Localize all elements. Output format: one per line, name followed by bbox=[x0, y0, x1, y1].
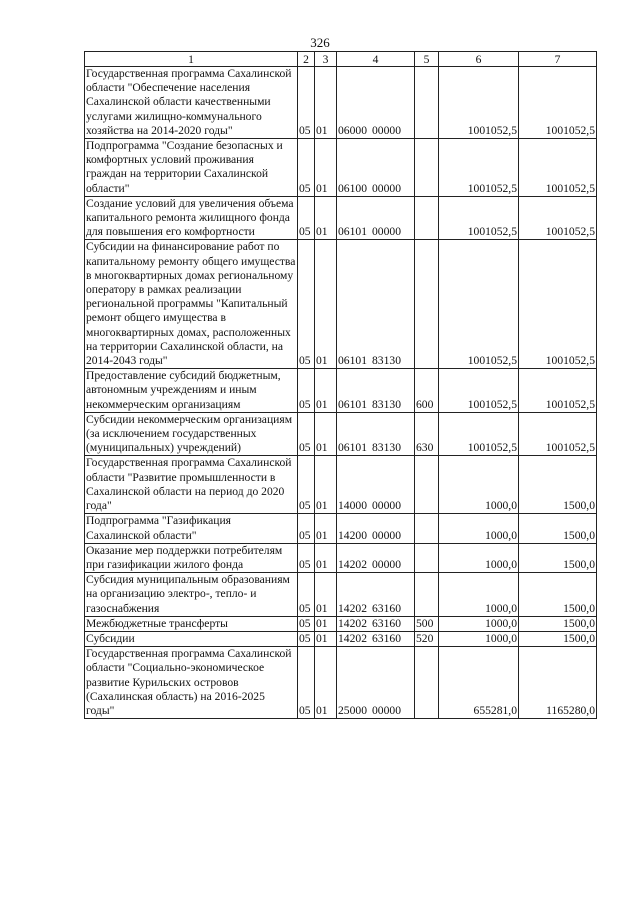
row-name: Субсидия муниципальным образованиям на организацию электро-, тепло- и газоснабжения bbox=[85, 573, 298, 617]
expense-type-code bbox=[415, 139, 439, 197]
expense-type-code: 600 bbox=[415, 369, 439, 413]
page-number: 326 bbox=[310, 35, 330, 50]
table-row bbox=[85, 616, 597, 631]
amount-col-7: 1500,0 bbox=[519, 616, 597, 631]
row-name: Субсидии на финансирование работ по капитальному ремонту общего имущества в многоквартирных домах региональному оператору в рамках реализации региональной программы "Капитальный ремонт общего имущества в многоквартирных домах, расположенных на территории Сахалинской области, на 2014-2043 годы" bbox=[85, 240, 298, 369]
program-code: 06101 bbox=[338, 397, 367, 411]
subsection-code: 01 bbox=[315, 456, 337, 514]
expense-type-code bbox=[415, 240, 439, 369]
header-col-2: 2 bbox=[298, 52, 315, 67]
program-code: 06100 bbox=[338, 181, 367, 195]
row-name: Подпрограмма "Газификация Сахалинской области" bbox=[85, 514, 298, 543]
expense-type-code bbox=[415, 514, 439, 543]
row-name: Предоставление субсидий бюджетным, автономным учреждениям и иным некоммерческим организациям bbox=[85, 369, 298, 413]
program-code: 14000 bbox=[338, 499, 367, 513]
table-row bbox=[85, 139, 597, 197]
expense-type-code bbox=[415, 543, 439, 572]
table-row bbox=[85, 514, 597, 543]
expense-type-code bbox=[415, 647, 439, 719]
header-col-6: 6 bbox=[439, 52, 519, 67]
expense-type-code: 520 bbox=[415, 631, 439, 646]
header-col-1: 1 bbox=[85, 52, 298, 67]
table-row bbox=[85, 412, 597, 456]
amount-col-7: 1001052,5 bbox=[519, 369, 597, 413]
row-name: Государственная программа Сахалинской области "Развитие промышленности в Сахалинской области на период до 2020 года" bbox=[85, 456, 298, 514]
table-row bbox=[85, 631, 597, 646]
direction-code: 83130 bbox=[372, 441, 401, 455]
program-code: 06000 bbox=[338, 123, 367, 137]
row-name: Оказание мер поддержки потребителям при газификации жилого фонда bbox=[85, 543, 298, 572]
target-article-code bbox=[337, 369, 415, 413]
row-name: Субсидии bbox=[85, 631, 298, 646]
direction-code: 83130 bbox=[372, 354, 401, 368]
section-code: 05 bbox=[298, 456, 315, 514]
direction-code: 63160 bbox=[372, 631, 401, 645]
program-code: 06101 bbox=[338, 441, 367, 455]
program-code: 25000 bbox=[338, 703, 367, 717]
target-article-code bbox=[337, 240, 415, 369]
target-article-code bbox=[337, 67, 415, 139]
target-article-code bbox=[337, 616, 415, 631]
target-article-code bbox=[337, 631, 415, 646]
row-name: Государственная программа Сахалинской области "Обеспечение населения Сахалинской области качественными услугами жилищно-коммунального хозяйства на 2014-2020 годы" bbox=[85, 67, 298, 139]
direction-code: 00000 bbox=[372, 703, 401, 717]
subsection-code: 01 bbox=[315, 631, 337, 646]
amount-col-7: 1001052,5 bbox=[519, 196, 597, 240]
amount-col-6: 1000,0 bbox=[439, 631, 519, 646]
table-row bbox=[85, 240, 597, 369]
amount-col-6: 1001052,5 bbox=[439, 139, 519, 197]
direction-code: 63160 bbox=[372, 601, 401, 615]
program-code: 14202 bbox=[338, 557, 367, 571]
subsection-code: 01 bbox=[315, 543, 337, 572]
subsection-code: 01 bbox=[315, 369, 337, 413]
target-article-code bbox=[337, 647, 415, 719]
amount-col-6: 1001052,5 bbox=[439, 412, 519, 456]
section-code: 05 bbox=[298, 67, 315, 139]
target-article-code bbox=[337, 139, 415, 197]
amount-col-7: 1500,0 bbox=[519, 543, 597, 572]
row-name: Межбюджетные трансферты bbox=[85, 616, 298, 631]
direction-code: 00000 bbox=[372, 557, 401, 571]
header-col-5: 5 bbox=[415, 52, 439, 67]
program-code: 14200 bbox=[338, 528, 367, 542]
program-code: 14202 bbox=[338, 631, 367, 645]
direction-code: 83130 bbox=[372, 397, 401, 411]
row-name: Создание условий для увеличения объема капитального ремонта жилищного фонда для повышения его комфортности bbox=[85, 196, 298, 240]
subsection-code: 01 bbox=[315, 67, 337, 139]
section-code: 05 bbox=[298, 196, 315, 240]
program-code: 06101 bbox=[338, 354, 367, 368]
direction-code: 00000 bbox=[372, 123, 401, 137]
direction-code: 00000 bbox=[372, 181, 401, 195]
expense-type-code: 500 bbox=[415, 616, 439, 631]
amount-col-6: 1000,0 bbox=[439, 456, 519, 514]
section-code: 05 bbox=[298, 543, 315, 572]
amount-col-6: 1000,0 bbox=[439, 514, 519, 543]
section-code: 05 bbox=[298, 139, 315, 197]
subsection-code: 01 bbox=[315, 412, 337, 456]
section-code: 05 bbox=[298, 631, 315, 646]
section-code: 05 bbox=[298, 240, 315, 369]
table-row bbox=[85, 573, 597, 617]
section-code: 05 bbox=[298, 412, 315, 456]
amount-col-6: 1001052,5 bbox=[439, 196, 519, 240]
subsection-code: 01 bbox=[315, 514, 337, 543]
section-code: 05 bbox=[298, 514, 315, 543]
target-article-code bbox=[337, 196, 415, 240]
expense-type-code bbox=[415, 456, 439, 514]
target-article-code bbox=[337, 412, 415, 456]
amount-col-6: 1000,0 bbox=[439, 573, 519, 617]
target-article-code bbox=[337, 543, 415, 572]
header-col-3: 3 bbox=[315, 52, 337, 67]
subsection-code: 01 bbox=[315, 573, 337, 617]
section-code: 05 bbox=[298, 573, 315, 617]
amount-col-7: 1500,0 bbox=[519, 573, 597, 617]
program-code: 14202 bbox=[338, 601, 367, 615]
subsection-code: 01 bbox=[315, 647, 337, 719]
amount-col-6: 1000,0 bbox=[439, 543, 519, 572]
amount-col-7: 1500,0 bbox=[519, 514, 597, 543]
expense-type-code bbox=[415, 67, 439, 139]
amount-col-7: 1001052,5 bbox=[519, 139, 597, 197]
table-row bbox=[85, 369, 597, 413]
header-col-4: 4 bbox=[337, 52, 415, 67]
header-col-7: 7 bbox=[519, 52, 597, 67]
target-article-code bbox=[337, 514, 415, 543]
table-row bbox=[85, 456, 597, 514]
section-code: 05 bbox=[298, 616, 315, 631]
section-code: 05 bbox=[298, 647, 315, 719]
table-row bbox=[85, 196, 597, 240]
amount-col-6: 1001052,5 bbox=[439, 369, 519, 413]
direction-code: 63160 bbox=[372, 616, 401, 630]
subsection-code: 01 bbox=[315, 139, 337, 197]
expense-type-code bbox=[415, 196, 439, 240]
expense-type-code bbox=[415, 573, 439, 617]
amount-col-7: 1001052,5 bbox=[519, 412, 597, 456]
subsection-code: 01 bbox=[315, 616, 337, 631]
table-row bbox=[85, 543, 597, 572]
program-code: 14202 bbox=[338, 616, 367, 630]
expense-type-code: 630 bbox=[415, 412, 439, 456]
amount-col-6: 1000,0 bbox=[439, 616, 519, 631]
amount-col-6: 1001052,5 bbox=[439, 67, 519, 139]
row-name: Государственная программа Сахалинской области "Социально-экономическое развитие Курильских островов (Сахалинская область) на 2016-2025 годы" bbox=[85, 647, 298, 719]
amount-col-6: 655281,0 bbox=[439, 647, 519, 719]
amount-col-7: 1165280,0 bbox=[519, 647, 597, 719]
table-row bbox=[85, 67, 597, 139]
section-code: 05 bbox=[298, 369, 315, 413]
direction-code: 00000 bbox=[372, 528, 401, 542]
amount-col-7: 1001052,5 bbox=[519, 240, 597, 369]
budget-table bbox=[84, 51, 597, 719]
target-article-code bbox=[337, 456, 415, 514]
amount-col-6: 1001052,5 bbox=[439, 240, 519, 369]
amount-col-7: 1500,0 bbox=[519, 456, 597, 514]
row-name: Субсидии некоммерческим организациям (за исключением государственных (муниципальных) учреждений) bbox=[85, 412, 298, 456]
row-name: Подпрограмма "Создание безопасных и комфортных условий проживания граждан на территории Сахалинской области" bbox=[85, 139, 298, 197]
amount-col-7: 1500,0 bbox=[519, 631, 597, 646]
amount-col-7: 1001052,5 bbox=[519, 67, 597, 139]
subsection-code: 01 bbox=[315, 240, 337, 369]
header-row bbox=[85, 52, 597, 67]
subsection-code: 01 bbox=[315, 196, 337, 240]
direction-code: 00000 bbox=[372, 499, 401, 513]
target-article-code bbox=[337, 573, 415, 617]
table-row bbox=[85, 647, 597, 719]
direction-code: 00000 bbox=[372, 225, 401, 239]
program-code: 06101 bbox=[338, 225, 367, 239]
